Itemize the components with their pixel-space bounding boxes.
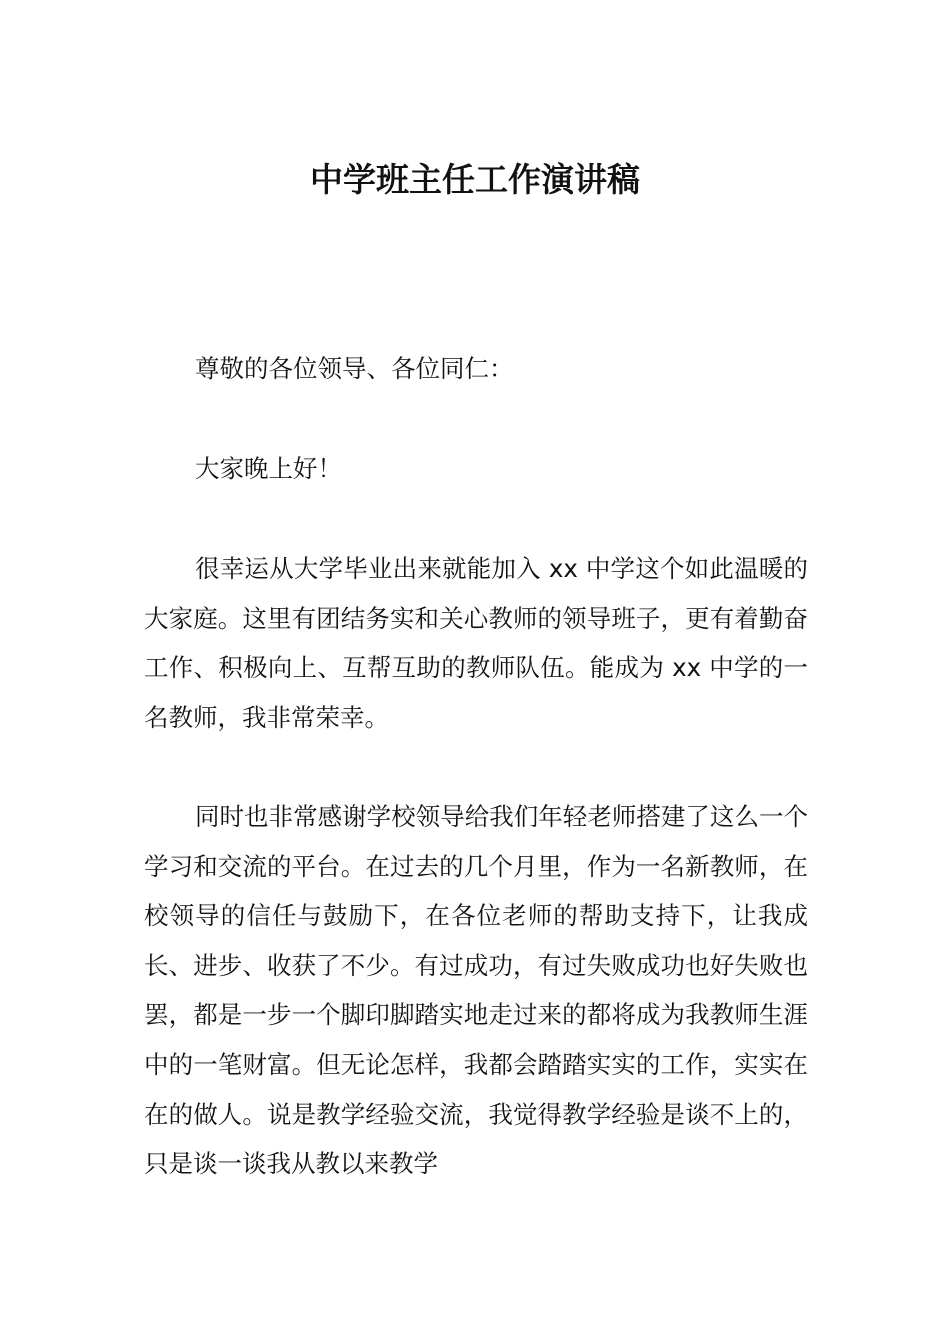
document-title: 中学班主任工作演讲稿 bbox=[310, 160, 640, 199]
body-paragraph-1: 很幸运从大学毕业出来就能加入 xx 中学这个如此温暖的大家庭。这里有团结务实和关心教师的领导班子，更有着勤奋工作、积极向上、互帮互助的教师队伍。能成为 xx 中学的一名教师，我非常荣幸。 bbox=[144, 554, 808, 732]
greeting-paragraph: 大家晚上好！ bbox=[195, 454, 342, 483]
body-paragraph-2: 同时也非常感谢学校领导给我们年轻老师搭建了这么一个学习和交流的平台。在过去的几个月里，作为一名新教师，在校领导的信任与鼓励下，在各位老师的帮助支持下，让我成长、进步、收获了不少。有过成功，有过失败成功也好失败也罢，都是一步一个脚印脚踏实地走过来的都将成为我教师生涯中的一笔财富。但无论怎样，我都会踏踏实实的工作，实实在在的做人。说是教学经验交流，我觉得教学经验是谈不上的，只是谈一谈我从教以来教学 bbox=[144, 802, 808, 1179]
salutation-paragraph: 尊敬的各位领导、各位同仁： bbox=[195, 354, 514, 383]
